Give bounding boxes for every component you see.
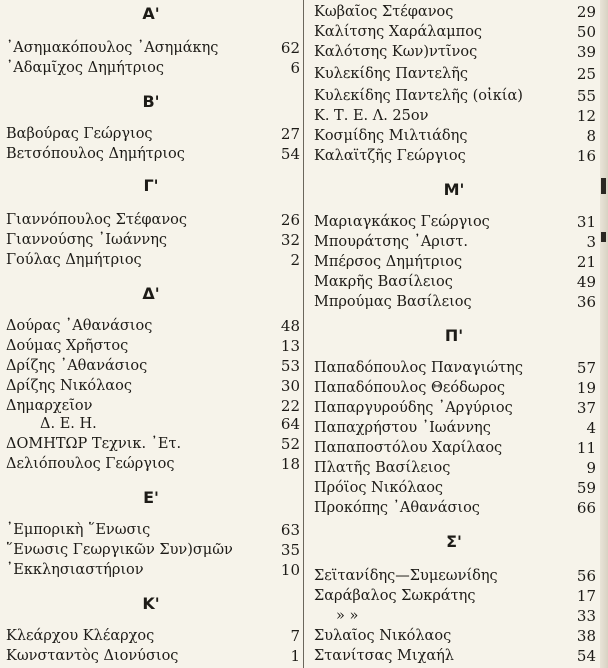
entry-number: 36 (576, 293, 596, 311)
entry-name: Δρίζης Νικόλαος (6, 378, 132, 394)
entry-number: 25 (576, 65, 596, 83)
entry-number: 27 (280, 125, 300, 143)
entry-name: ᾿Αδαμῖχος Δημήτριος (6, 60, 164, 76)
entry-number: 38 (576, 627, 596, 645)
entry-number: 9 (586, 459, 596, 477)
entry-number: 31 (576, 213, 596, 231)
list-item (0, 124, 302, 144)
list-item (308, 292, 600, 312)
entry-name: Συλαῖος Νικόλαος (314, 628, 452, 644)
list-item (0, 58, 302, 78)
edge-mark (601, 232, 606, 242)
entry-number: 56 (576, 567, 596, 585)
entry-number: 59 (576, 479, 596, 497)
entry-number: 10 (280, 561, 300, 579)
entry-name: Κυλεκίδης Παντελῆς (οἰκία) (314, 88, 523, 104)
entry-name: Παπαχρήστου ᾿Ιωάννης (314, 420, 491, 436)
entry-name: » » (336, 608, 359, 624)
entry-number: 39 (576, 43, 596, 61)
entry-number: 19 (576, 379, 596, 397)
page-edge (600, 0, 608, 668)
entry-number: 50 (576, 23, 596, 41)
entry-number: 49 (576, 273, 596, 291)
list-item (308, 418, 600, 438)
list-item (308, 458, 600, 478)
entry-name: Σεϊτανίδης—Συμεωνίδης (314, 568, 498, 584)
list-item (0, 250, 302, 270)
list-item (308, 626, 600, 646)
entry-name: Παπαδόπουλος Θεόδωρος (314, 380, 505, 396)
entry-name: Κ. Τ. Ε. Λ. 25ον (314, 108, 429, 124)
list-item (308, 586, 600, 606)
entry-number: 29 (576, 3, 596, 21)
entry-number: 63 (280, 521, 300, 539)
entry-name: Μπέρσος Δημήτριος (314, 254, 463, 270)
list-item (308, 232, 600, 252)
list-item (308, 64, 600, 84)
entry-number: 12 (576, 107, 596, 125)
entry-name: Παπαργυρούδης ᾿Αργύριος (314, 400, 513, 416)
entry-number: 62 (280, 39, 300, 57)
entry-name: Δούρας ᾿Αθανάσιος (6, 318, 153, 334)
list-item (0, 646, 302, 666)
entry-name: Πρόϊος Νικόλαος (314, 480, 444, 496)
entry-name: Κλεάρχου Κλέαρχος (6, 628, 155, 644)
entry-name: Μπρούμας Βασίλειος (314, 294, 472, 310)
entry-name: Δημαρχεῖον (6, 398, 93, 414)
section-header-gamma: Γ' (143, 176, 159, 195)
entry-number: 53 (280, 357, 300, 375)
list-item (0, 356, 302, 376)
list-item (308, 2, 600, 22)
entry-number: 17 (576, 587, 596, 605)
list-item (308, 106, 600, 126)
entry-name: Καλότσης Κων)ντῖνος (314, 44, 478, 60)
list-item (0, 230, 302, 250)
entry-number: 32 (280, 231, 300, 249)
entry-number: 6 (290, 59, 300, 77)
entry-name: Μπουράτσης ᾿Αριστ. (314, 234, 469, 250)
entry-name: Δρίζης ᾿Αθανάσιος (6, 358, 148, 374)
list-item (308, 498, 600, 518)
list-item (0, 396, 302, 416)
section-header-kappa: Κ' (142, 594, 160, 613)
entry-number: 37 (576, 399, 596, 417)
list-item (0, 560, 302, 580)
entry-name: Παπαποστόλου Χαρίλαος (314, 440, 503, 456)
list-item (308, 146, 600, 166)
entry-name: Δελιόπουλος Γεώργιος (6, 456, 175, 472)
entry-name: Καλαϊτζῆς Γεώργιος (314, 148, 466, 164)
entry-number: 26 (280, 211, 300, 229)
list-item (0, 414, 302, 434)
list-item (0, 144, 302, 164)
entry-number: 48 (280, 317, 300, 335)
list-item (308, 378, 600, 398)
entry-name: Μακρῆς Βασίλειος (314, 274, 453, 290)
entry-number: 55 (576, 87, 596, 105)
section-header-mu: Μ' (443, 180, 465, 199)
entry-name: ᾿Εκκλησιαστήριον (6, 562, 144, 578)
entry-name: Κωνσταντὸς Διονύσιος (6, 648, 179, 664)
entry-name: Κοσμίδης Μιλτιάδης (314, 128, 468, 144)
entry-number: 21 (576, 253, 596, 271)
column-divider (303, 0, 304, 668)
entry-number: 64 (280, 415, 300, 433)
entry-name: Βαβούρας Γεώργιος (6, 126, 153, 142)
entry-number: 33 (576, 607, 596, 625)
entry-number: 2 (290, 251, 300, 269)
entry-number: 54 (280, 145, 300, 163)
list-item (0, 520, 302, 540)
list-item (308, 22, 600, 42)
list-item (0, 336, 302, 356)
entry-number: 18 (280, 455, 300, 473)
entry-name: ΔΟΜΗΤΩΡ Τεχνικ. ᾿Ετ. (6, 436, 182, 452)
list-item (308, 358, 600, 378)
entry-number: 8 (586, 127, 596, 145)
entry-name: Στανίτσας Μιχαήλ (314, 648, 454, 664)
list-item (308, 272, 600, 292)
entry-number: 57 (576, 359, 596, 377)
section-header-beta: Β' (142, 92, 160, 111)
entry-name: Γούλας Δημήτριος (6, 252, 142, 268)
section-header-pi: Π' (444, 326, 464, 345)
entry-name: Μαριαγκάκος Γεώργιος (314, 214, 490, 230)
section-header-delta: Δ' (142, 284, 160, 303)
entry-number: 35 (280, 541, 300, 559)
section-header-alpha: Α' (142, 4, 160, 23)
entry-name: Γιαννόπουλος Στέφανος (6, 212, 188, 228)
entry-number: 30 (280, 377, 300, 395)
edge-mark (601, 178, 606, 194)
entry-number: 54 (576, 647, 596, 665)
list-item (0, 316, 302, 336)
list-item (0, 626, 302, 646)
entry-name: Παπαδόπουλος Παναγιώτης (314, 360, 523, 376)
list-item (0, 434, 302, 454)
list-item (308, 86, 600, 106)
list-item (308, 126, 600, 146)
list-item (0, 210, 302, 230)
entry-name: Κυλεκίδης Παντελῆς (314, 66, 469, 82)
list-item (308, 398, 600, 418)
entry-name: Προκόπης ᾿Αθανάσιος (314, 500, 480, 516)
section-header-sigma: Σ' (446, 532, 462, 551)
entry-name: ᾿Ασημακόπουλος ᾿Ασημάκης (6, 40, 219, 56)
entry-name: ῞Ενωσις Γεωργικῶν Συν)σμῶν (6, 542, 233, 558)
entry-name: Κωβαῖος Στέφανος (314, 4, 454, 20)
entry-number: 16 (576, 147, 596, 165)
entry-number: 66 (576, 499, 596, 517)
entry-name: Δ. Ε. Η. (40, 416, 97, 432)
entry-number: 22 (280, 397, 300, 415)
entry-name: Σαράβαλος Σωκράτης (314, 588, 476, 604)
section-header-epsilon: Ε' (143, 488, 159, 507)
list-item (308, 478, 600, 498)
list-item (0, 376, 302, 396)
entry-number: 7 (290, 627, 300, 645)
entry-number: 13 (280, 337, 300, 355)
entry-name: Καλίτσης Χαράλαμπος (314, 24, 483, 40)
entry-number: 3 (586, 233, 596, 251)
entry-name: Πλατῆς Βασίλειος (314, 460, 451, 476)
list-item (308, 606, 600, 626)
list-item (308, 566, 600, 586)
entry-number: 52 (280, 435, 300, 453)
entry-name: Βετσόπουλος Δημήτριος (6, 146, 185, 162)
entry-name: Δούμας Χρῆστος (6, 338, 129, 354)
list-item (308, 646, 600, 666)
list-item (0, 540, 302, 560)
list-item (308, 212, 600, 232)
list-item (0, 38, 302, 58)
list-item (308, 252, 600, 272)
list-item (308, 438, 600, 458)
list-item (0, 454, 302, 474)
list-item (308, 42, 600, 62)
entry-name: ᾿Εμπορικὴ ῞Ενωσις (6, 522, 151, 538)
entry-number: 4 (586, 419, 596, 437)
entry-number: 11 (576, 439, 596, 457)
entry-name: Γιαννούσης ᾿Ιωάννης (6, 232, 168, 248)
entry-number: 1 (290, 647, 300, 665)
